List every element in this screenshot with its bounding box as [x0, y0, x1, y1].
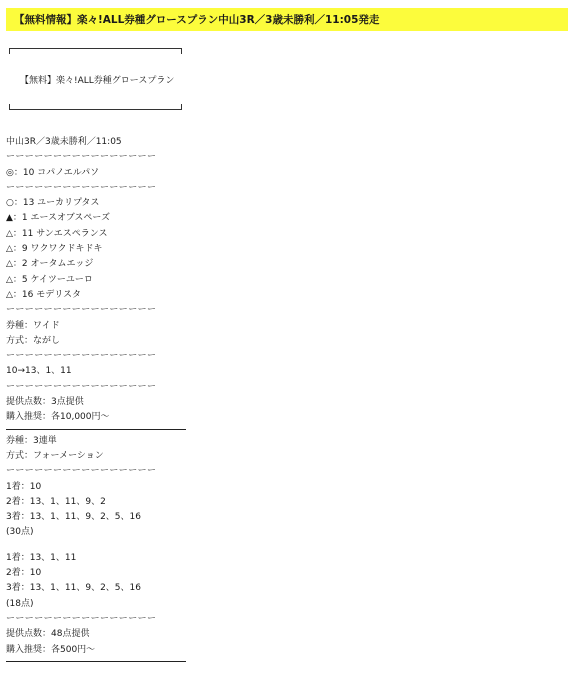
formation-second: 2着：13、1、11、9、2: [6, 496, 106, 507]
dash-divider: ーーーーーーーーーーーーーーーー: [6, 351, 157, 362]
page-title: 【無料情報】楽々!ALL券種グロースプラン中山3R／3歳未勝利／11:05発走: [14, 14, 380, 26]
prediction-content: [6, 135, 306, 666]
box-top-bracket: [9, 48, 182, 54]
bet-method: 方式：フォーメーション: [6, 450, 104, 461]
mark-pick: ▲：1 エースオブスペーズ: [6, 213, 110, 224]
mark-pick: ○：13 ユーカリプタス: [6, 198, 100, 209]
plan-box: [9, 48, 182, 110]
formation-count: (30点): [6, 527, 34, 538]
dash-divider: ーーーーーーーーーーーーーーーー: [6, 152, 157, 163]
dash-divider: ーーーーーーーーーーーーーーーー: [6, 466, 157, 477]
dash-divider: ーーーーーーーーーーーーーーーー: [6, 305, 157, 316]
dash-divider: ーーーーーーーーーーーーーーーー: [6, 381, 157, 392]
mark-pick: △：5 ケイツーユーロ: [6, 274, 93, 285]
formation-first: 1着：10: [6, 481, 42, 492]
formation-first: 1着：13、1、11: [6, 552, 77, 563]
bet-recommend: 購入推奨：各500円～: [6, 644, 96, 655]
race-info: 中山3R／3歳未勝利／11:05: [6, 137, 122, 147]
bet-points: 提供点数：48点提供: [6, 629, 90, 640]
mark-pick: △：16 モデリスタ: [6, 289, 82, 300]
title-banner: [6, 8, 568, 31]
plan-box-label: 【無料】楽々!ALL券種グロースプラン: [20, 76, 175, 86]
formation-third: 3着：13、1、11、9、2、5、16: [6, 512, 141, 523]
section-divider: [6, 426, 306, 434]
section-divider: [6, 658, 306, 666]
formation-second: 2着：10: [6, 568, 42, 579]
bet-method: 方式：ながし: [6, 335, 61, 346]
dash-divider: ーーーーーーーーーーーーーーーー: [6, 182, 157, 193]
bet-type: 券種：3連単: [6, 435, 57, 446]
box-bottom-bracket: [9, 104, 182, 110]
bet-type: 券種：ワイド: [6, 320, 60, 331]
honmei-pick: ◎：10 コパノエルパソ: [6, 167, 100, 178]
bet-combination: 10→13、1、11: [6, 366, 72, 377]
formation-count: (18点): [6, 598, 34, 609]
bet-points: 提供点数：3点提供: [6, 397, 84, 408]
bet-recommend: 購入推奨：各10,000円～: [6, 412, 110, 423]
mark-pick: △：11 サンエスペランス: [6, 228, 108, 239]
mark-pick: △：2 オータムエッジ: [6, 259, 94, 270]
mark-pick: △：9 ワクワクドキドキ: [6, 244, 103, 255]
formation-third: 3着：13、1、11、9、2、5、16: [6, 583, 141, 594]
dash-divider: ーーーーーーーーーーーーーーーー: [6, 613, 157, 624]
